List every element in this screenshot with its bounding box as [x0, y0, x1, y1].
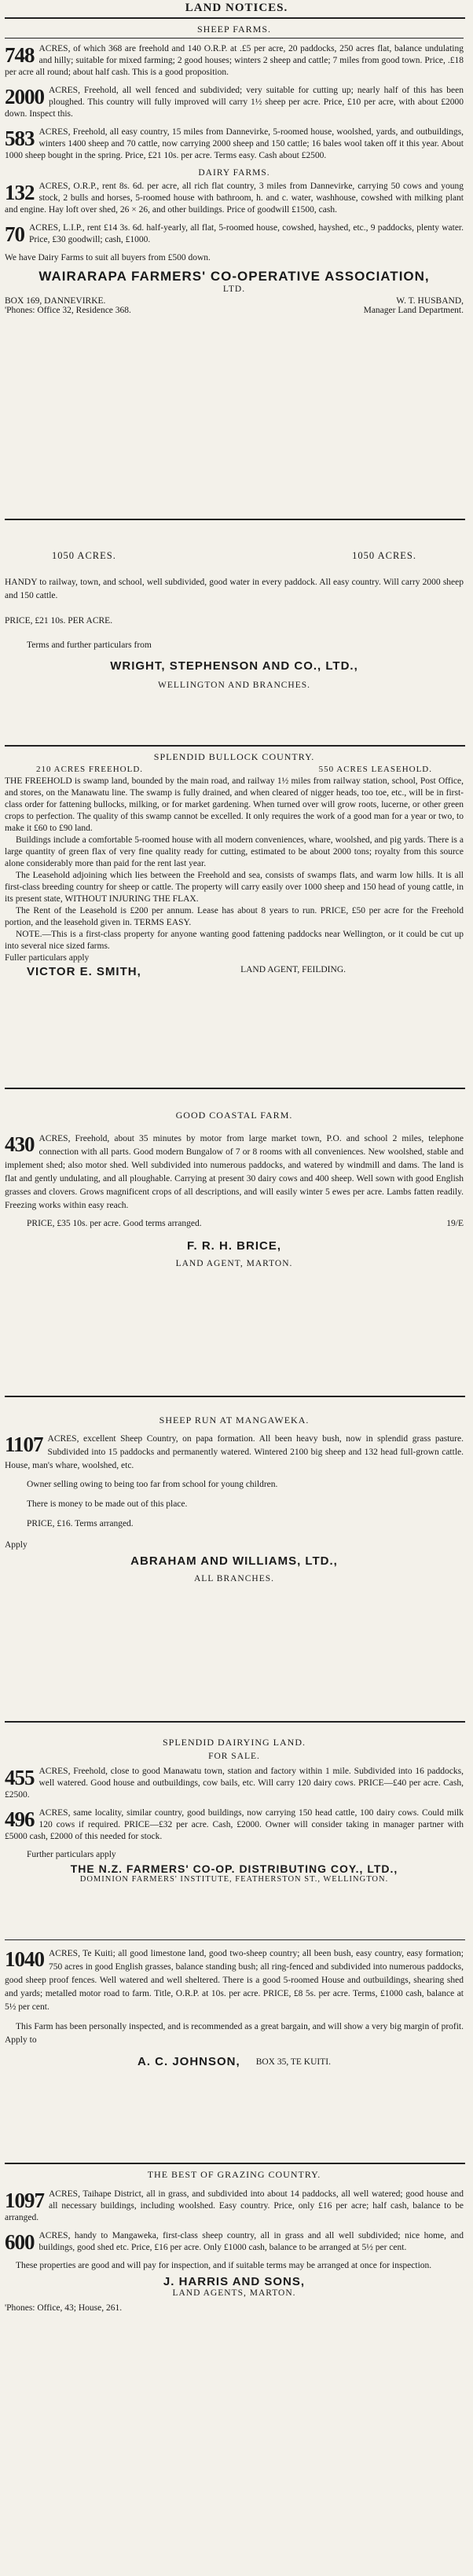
listing: [5, 43, 464, 79]
page-title: LAND NOTICES.: [185, 2, 288, 14]
manager-name: W. T. HUSBAND,: [396, 296, 464, 306]
price: PRICE, £16. Terms arranged.: [27, 1519, 134, 1528]
company-name: J. HARRIS AND SONS,: [163, 2275, 306, 2288]
section-heading: THE BEST OF GRAZING COUNTRY.: [147, 2169, 321, 2180]
listing-text: ACRES, Freehold, about 35 minutes by motor from large market town, P.O. and school 2 miles, telephone connection with all parts. Good modern Bungalow of 7 or 8 rooms with all conveniences. New woolshed, stable and implement shed; also motor shed. Well subdivided into numerous paddocks, and watered by windmill and dams. The land is flat and gently undulating, and all ploughable. Carrying at present 30 dairy cows and 400 sheep. Well sown with good English grasses and clovers. Grows magnificent crops of all descriptions, and will easily winter 5 ewes per acre. Lambs fatten readily. Freezing works within easy reach.: [5, 1134, 464, 1210]
ad-wright-stephenson: [5, 550, 464, 690]
listing-text: ACRES, Freehold, all easy country, 15 miles from Dannevirke, 5-roomed house, woolshed, yards, and outbuildings, winters 1400 sheep and 70 cattle, now carrying 2000 sheep and 150 cattle; 16 bales wool taken off it this year. About 1000 sheep bought in the spring. Price, £21 10s. per acre. Terms easy. Cash about £2500.: [5, 127, 464, 160]
divider: [5, 519, 465, 520]
listing-acres: 748: [5, 43, 35, 67]
listing: [5, 85, 464, 120]
divider: [5, 17, 465, 19]
phones: 'Phones: Office 32, Residence 368.: [5, 306, 131, 315]
listing-acres: 430: [5, 1132, 35, 1156]
ad-text: HANDY to railway, town, and school, well subdivided, good water in every paddock. All easy country. Will carry 2000 sheep and 150 cattle.: [5, 578, 464, 600]
agent-name: F. R. H. BRICE,: [186, 1239, 281, 1253]
ad-text: Buildings include a comfortable 5-roomed house with all modern conveniences, whare, woolshed, and pig yards. There is a large quantity of green flax of very fine quality ready for cutting, estimated to be about 2000 tons; royalty from this source alone considerably more than paid for the rent last year.: [5, 835, 464, 868]
ad-note: This Farm has been personally inspected, and is recommended as a great bargain, and will show a very big margin of profit. Apply to: [5, 2022, 464, 2045]
title-right: 1050 ACRES.: [352, 550, 416, 561]
listing-acres: 496: [5, 1807, 35, 1831]
sub-right: 550 ACRES LEASEHOLD.: [318, 765, 432, 774]
agent-role: LAND AGENT, FEILDING.: [240, 965, 346, 974]
listing-acres: 1107: [5, 1433, 43, 1456]
company-name: WAIRARAPA FARMERS' CO-OPERATIVE ASSOCIATION,: [38, 269, 430, 284]
listing: [5, 222, 464, 246]
listing: [5, 2189, 464, 2224]
listing-acres: 70: [5, 222, 24, 246]
listing: [5, 1766, 464, 1801]
branch: ALL BRANCHES.: [193, 1574, 275, 1583]
ad-note: NOTE.—This is a first-class property for anyone wanting good fattening paddocks near Wellington, or it could be cut up into several nice sized farms.: [5, 930, 464, 951]
phones: 'Phones: Office, 43; House, 261.: [5, 2303, 123, 2313]
divider: [5, 38, 464, 39]
box-address: BOX 169, DANNEVIRKE.: [5, 296, 106, 306]
listing-acres: 1097: [5, 2189, 44, 2212]
price: PRICE, £21 10s. PER ACRE.: [5, 616, 113, 626]
title-left: 1050 ACRES.: [52, 550, 116, 561]
listing-text: ACRES, Freehold, all well fenced and subdivided; very suitable for cutting up; nearly half of this has been ploughed. This country will fully improved will carry 1½ sheep per acre. Price, £10 per acre, with about £2000 down. Inspect this.: [5, 86, 464, 119]
company-name: ABRAHAM AND WILLIAMS, LTD.,: [130, 1554, 338, 1568]
address: DOMINION FARMERS' INSTITUTE, FEATHERSTON ST., WELLINGTON.: [79, 1875, 389, 1884]
listing-text: ACRES, handy to Mangaweka, first-class sheep country, all in grass and all well subdivided; nice home, and buildings, good shed etc. Price, £16 per acre. Only £1000 cash, balance to be arranged at 5½ per cent.: [38, 2231, 464, 2252]
reference: 19/E: [446, 1219, 464, 1228]
listing-text: ACRES, Taihape District, all in grass, and subdivided into about 14 paddocks, all well watered; good house and all necessary buildings, including woolshed. Easy country. Price, only £16 per acre; half cash, balance to be arranged.: [5, 2189, 464, 2222]
company-name: THE N.Z. FARMERS' CO-OP. DISTRIBUTING COY., LTD.,: [70, 1862, 398, 1875]
ad-nz-farmers: [5, 1737, 464, 1884]
sub-left: 210 ACRES FREEHOLD.: [36, 765, 144, 774]
money-note: There is money to be made out of this place.: [27, 1499, 188, 1509]
divider: [5, 2163, 465, 2164]
divider: [5, 1088, 465, 1089]
apply: Apply: [5, 1540, 28, 1550]
further: Fuller particulars apply: [5, 953, 90, 963]
agent-role: LAND AGENT, MARTON.: [175, 1259, 293, 1268]
section-heading: SPLENDID BULLOCK COUNTRY.: [153, 751, 315, 762]
listing-acres: 2000: [5, 85, 44, 108]
listing-acres: 455: [5, 1766, 35, 1789]
listing: [5, 181, 464, 216]
ad-brice: [5, 1110, 464, 1268]
listing-text: ACRES, same locality, similar country, good buildings, now carrying 150 head cattle, 100 dairy cows. Could milk 120 cows if required. PRICE—£32 per acre. Cash, £2000. Owner will consider taking in manager partner with £5000 cash, £2000 of this needed for stock.: [5, 1808, 464, 1841]
ad-text: The Leasehold adjoining which lies between the Freehold and sea, consists of swamps flats, and warm low hills. It is all first-class breeding country for sheep or cattle. The property will carry easily over 1000 sheep and 150 head of young cattle, in its present state, WITHOUT INJURING THE FLAX.: [5, 871, 464, 904]
footer-note: We have Dairy Farms to suit all buyers from £500 down.: [5, 253, 211, 262]
ad-text: The Rent of the Leasehold is £200 per annum. Lease has about 8 years to run. PRICE, £50 per acre for the Freehold portion, and the leasehold given in. TERMS EASY.: [5, 906, 464, 927]
listing-text: ACRES, L.I.P., rent £14 3s. 6d. half-yearly, all flat, 5-roomed house, cowshed, hayshed, etc., 9 paddocks, plenty water. Price, £30 goodwill; cash, £1000.: [29, 223, 464, 244]
listing: [5, 2230, 464, 2254]
subheading-row: [5, 765, 464, 774]
divider: [5, 1721, 465, 1723]
contact-row: [5, 296, 464, 306]
ad-text: THE FREEHOLD is swamp land, bounded by the main road, and railway 1½ miles from railway station, school, Post Office, and stores, on the Manawatu line. The swamp is fully drained, and when cleared of nigger heads, too toe, etc., will be in first-class order for fattening bullocks, milking, or for market gardening. When turned over will grow roots, lucerne, or other green crops to perfection. The quality of this swamp cannot be excelled. It only requires the work of a good man for a year or two, to make it £60 to £90 land.: [5, 776, 464, 833]
branch: WELLINGTON AND BRANCHES.: [157, 681, 311, 690]
ad-abraham-williams: [5, 1415, 464, 1583]
listing-acres: 600: [5, 2230, 35, 2254]
company-ltd: LTD.: [222, 284, 246, 294]
further: Further particulars apply: [27, 1850, 116, 1859]
ad-wairarapa: [5, 24, 464, 315]
listing: [5, 1433, 464, 1473]
price-row: [5, 1219, 464, 1228]
company-name: WRIGHT, STEPHENSON AND CO., LTD.,: [110, 659, 358, 673]
divider: [5, 745, 465, 747]
ad-harris: [5, 2169, 464, 2314]
owner-note: Owner selling owing to being too far from school for young children.: [27, 1480, 278, 1489]
ad-victor-smith: [5, 751, 464, 978]
section-heading: GOOD COASTAL FARM.: [175, 1110, 293, 1121]
agent-row: [5, 2055, 464, 2068]
divider: [5, 1396, 465, 1397]
section-heading: SHEEP RUN AT MANGAWEKA.: [159, 1415, 310, 1426]
agent-address: BOX 35, TE KUITI.: [255, 2057, 331, 2067]
agent-name: VICTOR E. SMITH,: [27, 965, 141, 978]
ad-note: These properties are good and will pay for inspection, and if suitable terms may be arranged at once for inspection.: [16, 2261, 432, 2270]
listing: [5, 1947, 464, 2014]
section-heading: SPLENDID DAIRYING LAND.: [163, 1737, 306, 1748]
listing-acres: 132: [5, 181, 35, 204]
listing-text: ACRES, excellent Sheep Country, on papa formation. All been heavy bush, now in splendid grass pasture. Subdivided into 15 paddocks and permanently watered. Wintered 2100 big sheep and 132 head full-grown cattle. House, man's whare, woolshed, etc.: [5, 1434, 464, 1470]
section-heading: SHEEP FARMS.: [196, 24, 272, 35]
price: PRICE, £35 10s. per acre. Good terms arranged.: [27, 1219, 202, 1228]
listing-text: ACRES, O.R.P., rent 8s. 6d. per acre, all rich flat country, 3 miles from Dannevirke, carrying 50 cows and young stock, 2 bulls and horses, 5-roomed house with bathroom, h. and c. water, washhouse, cowshed with milking plant and engine. Hay loft over shed, 26 × 26, and other buildings. Price of goodwill £1500, cash.: [5, 182, 464, 215]
listing: [5, 1807, 464, 1843]
listing-acres: 1040: [5, 1947, 44, 1971]
subheading: DAIRY FARMS.: [198, 168, 270, 178]
listing-text: ACRES, Te Kuiti; all good limestone land, good two-sheep country; all been bush, easy country, easy formation; 750 acres in good English grasses, balance standing bush; all ring-fenced and subdivided into numerous paddocks, good sheep proof fences. Well watered and well sheltered. There is a good 5-roomed House and outbuildings, shearing shed and yards; metalled motor road to farm. Title, O.R.P. at 10s. per acre. PRICE, £8 5s. per acre. Terms, £1000 cash, balance at 5½ per cent.: [5, 1949, 464, 2012]
agent-row: [5, 965, 464, 978]
listing-acres: 583: [5, 127, 35, 150]
divider: [5, 1939, 465, 1940]
title-row: [5, 550, 464, 562]
terms: Terms and further particulars from: [27, 640, 152, 650]
agent-name: A. C. JOHNSON,: [138, 2055, 240, 2068]
ad-johnson: [5, 1947, 464, 2068]
listing: [5, 1132, 464, 1213]
listing-text: ACRES, Freehold, close to good Manawatu town, station and factory within 1 mile. Subdivided into 16 paddocks, well watered. Good house and outbuildings, cow bails, etc. Will carry 120 dairy cows. PRICE—£40 per acre. Cash, £2500.: [5, 1767, 464, 1800]
contact-row: [5, 306, 464, 315]
manager-role: Manager Land Department.: [363, 306, 464, 315]
listing: [5, 127, 464, 162]
listing-text: ACRES, of which 368 are freehold and 140 O.R.P. at .£5 per acre, 20 paddocks, 250 acres flat, balance undulating and hilly; suitable for mixed farming; 2 good houses; winters 2 sheep and cattle; 7 miles from good town. Price, .£18 per acre all round; about half cash. This is a good proposition.: [5, 44, 464, 77]
agent-role: LAND AGENTS, MARTON.: [172, 2288, 296, 2298]
subheading: FOR SALE.: [208, 1752, 260, 1761]
